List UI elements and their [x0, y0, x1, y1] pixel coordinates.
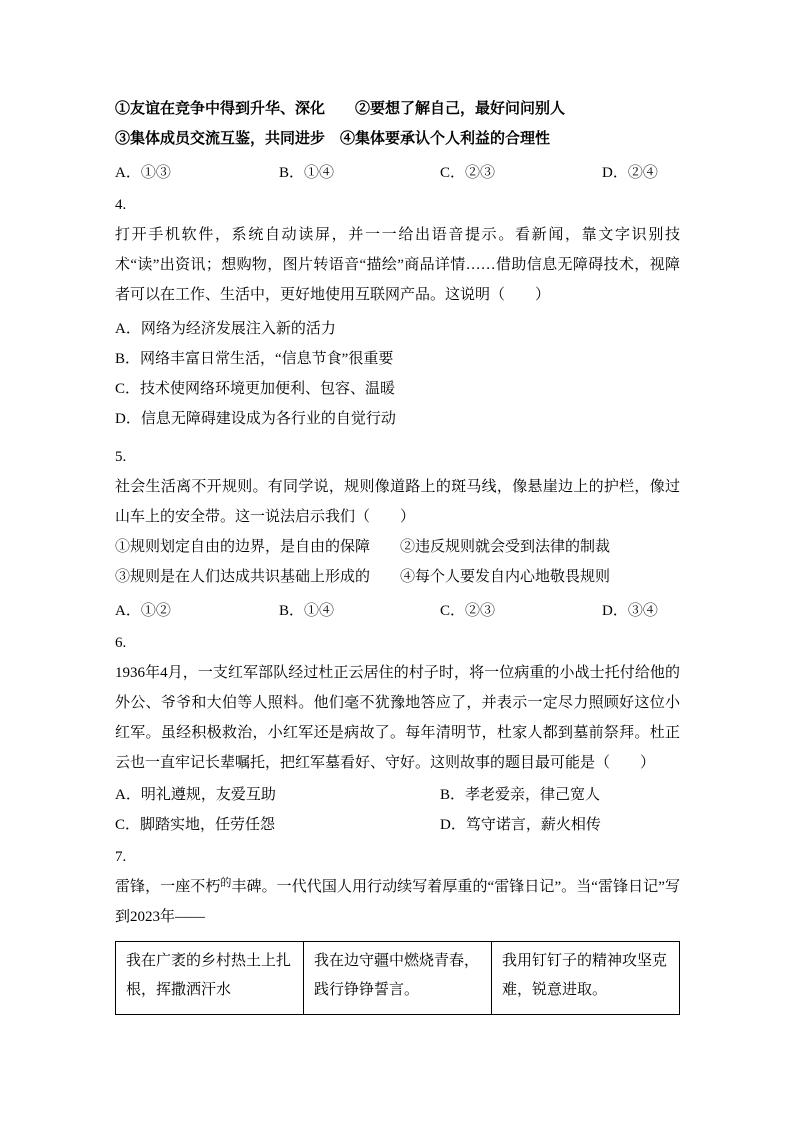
q5-choice-b: B．①④: [279, 603, 335, 619]
q5-choice-d: D．③④: [602, 603, 658, 619]
q4-option-b: B．网络丰富日常生活，“信息节食”很重要: [115, 351, 394, 367]
q7-body: [115, 872, 680, 932]
q5-statement-line-1: ①规则划定自由的边界，是自由的保障 ②违反规则就会受到法律的制裁: [115, 539, 611, 555]
q4-body: 打开手机软件，系统自动读屏，并一一给出语音提示。看新闻，靠文字识别技术“读”出资讯；想购物，图片转语音“描绘”商品详情……借助信息无障碍技术，视障者可以在工作、生活中，更好地使用互联网产品。这说明（ ）: [115, 227, 680, 303]
q3-statement-line-1: ①友谊在竞争中得到升华、深化 ②要想了解自己，最好问问别人: [115, 101, 566, 117]
q3-choice-row: [115, 158, 680, 188]
q5-statement-line-2: ③规则是在人们达成共识基础上形成的 ④每个人要发自内心地敬畏规则: [115, 569, 611, 585]
q6-option-b: B．孝老爱亲，律己宽人: [440, 787, 601, 803]
q5-choice-c: C．②③: [440, 603, 496, 619]
q7-number: 7.: [115, 849, 127, 865]
leifeng-diary-table: [115, 941, 680, 1015]
q5-choice-a: A．①②: [115, 603, 171, 619]
q3-choice-c: C．②③: [440, 165, 496, 181]
q7-body-prefix: 雷锋，一座不朽: [115, 879, 221, 895]
q6-body: 1936年4月，一支红军部队经过杜正云居住的村子时，将一位病重的小战士托付给他的外公、爷爷和大伯等人照料。他们毫不犹豫地答应了，并表示一定尽力照顾好这位小红军。虽经积极救治，小红军还是病故了。每年清明节，杜家人都到墓前祭拜。杜正云也一直牢记长辈嘱托，把红军墓看好、守好。这则故事的题目最可能是（ ）: [115, 665, 680, 771]
q4-option-d: D．信息无障碍建设成为各行业的自觉行动: [115, 411, 396, 427]
table-row: [116, 942, 680, 1015]
table-cell-nail-spirit: 我用钉钉子的精神攻坚克难，锐意进取。: [492, 942, 680, 1015]
q5-choice-row: [115, 596, 680, 626]
table-cell-rural: 我在广袤的乡村热土上扎根，挥撒洒汗水: [116, 942, 304, 1015]
q3-choice-a: A．①③: [115, 165, 171, 181]
q7-body-superscript: 的: [220, 877, 232, 889]
q5-body: 社会生活离不开规则。有同学说，规则像道路上的斑马线，像悬崖边上的护栏，像过山车上的安全带。这一说法启示我们（ ）: [115, 479, 680, 525]
table-cell-border: 我在边守疆中燃烧青春，践行铮铮誓言。: [304, 942, 492, 1015]
q6-number: 6.: [115, 635, 127, 651]
q6-option-a: A．明礼遵规，友爱互助: [115, 787, 276, 803]
q3-statement-line-2: ③集体成员交流互鉴，共同进步 ④集体要承认个人利益的合理性: [115, 131, 551, 147]
q4-number: 4.: [115, 197, 127, 213]
q6-option-row-1: [115, 780, 680, 810]
q6-option-row-2: [115, 810, 680, 840]
q4-option-a: A．网络为经济发展注入新的活力: [115, 321, 336, 337]
q6-option-c: C．脚踏实地，任劳任怨: [115, 817, 276, 833]
q3-choice-b: B．①④: [279, 165, 335, 181]
q3-choice-d: D．②④: [602, 165, 658, 181]
q7-body-rest: 丰碑。一代代国人用行动续写着厚重的“雷锋日记”。当“雷锋日记”写到2023年——: [115, 879, 680, 925]
q5-number: 5.: [115, 449, 127, 465]
q6-option-d: D．笃守诺言，薪火相传: [440, 817, 601, 833]
q4-option-c: C．技术使网络环境更加便利、包容、温暖: [115, 381, 396, 397]
